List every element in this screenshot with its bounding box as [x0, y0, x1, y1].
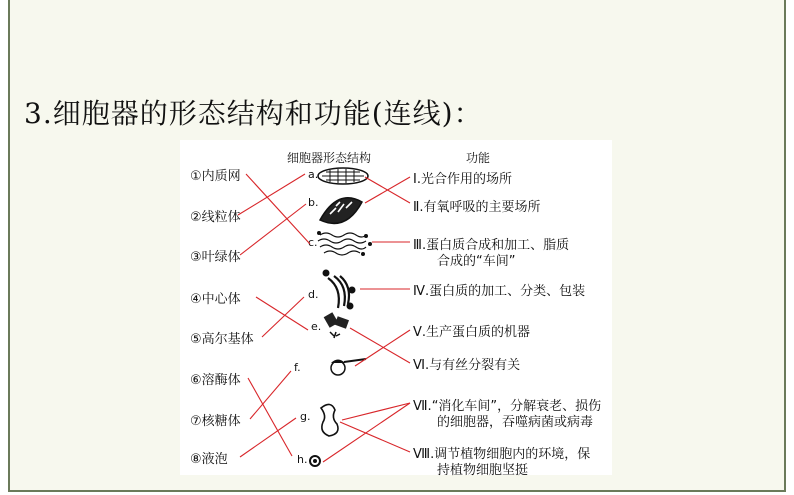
function-label: Ⅳ.蛋白质的加工、分类、包装 [413, 284, 586, 299]
match-line [256, 297, 308, 330]
organelle-name: ③叶绿体 [190, 250, 241, 265]
matching-lines [180, 140, 612, 475]
match-line [342, 403, 410, 420]
organelle-name: ⑥溶酶体 [190, 373, 241, 388]
structure-letter: d. [308, 288, 319, 301]
organelle-name: ①内质网 [190, 169, 241, 184]
match-line [350, 328, 410, 363]
function-label: Ⅴ.生产蛋白质的机器 [413, 325, 531, 340]
organelle-name: ④中心体 [190, 292, 241, 307]
structure-letter: c. [308, 236, 318, 249]
function-label: 持植物细胞坚挺 [437, 463, 529, 478]
organelle-name: ⑤高尔基体 [190, 332, 254, 347]
function-label: Ⅶ.“消化车间”，分解衰老、损伤 [413, 399, 602, 414]
slide-title: 3.细胞器的形态结构和功能(连线)： [24, 97, 483, 130]
match-line [323, 403, 410, 462]
structure-header: 细胞器形态结构 [287, 151, 372, 165]
structure-letter: f. [294, 361, 301, 374]
structure-letter: g. [300, 410, 311, 423]
organelle-name: ⑧液泡 [190, 452, 228, 467]
match-line [262, 297, 304, 337]
slide [8, 0, 786, 492]
structure-letter: b. [308, 196, 319, 209]
function-label: Ⅱ.有氧呼吸的主要场所 [413, 200, 541, 215]
function-label: 合成的“车间” [437, 254, 516, 269]
function-label: Ⅵ.与有丝分裂有关 [413, 358, 521, 373]
structure-letter: h. [297, 453, 308, 466]
match-line [248, 378, 292, 456]
match-line [250, 371, 291, 419]
function-label: 的细胞器，吞噬病菌或病毒 [437, 415, 594, 430]
matching-figure [180, 140, 612, 478]
organelle-name: ②线粒体 [190, 210, 241, 225]
function-label: Ⅰ.光合作用的场所 [413, 172, 512, 187]
function-label: Ⅲ.蛋白质合成和加工、脂质 [413, 238, 570, 253]
organelle-name: ⑦核糖体 [190, 414, 241, 429]
structure-letter: e. [311, 320, 322, 333]
match-line [238, 174, 305, 215]
function-header: 功能 [466, 151, 491, 165]
match-line [240, 418, 296, 457]
function-label: Ⅷ.调节植物细胞内的环境，保 [413, 447, 591, 462]
structure-letter: a. [308, 168, 319, 181]
